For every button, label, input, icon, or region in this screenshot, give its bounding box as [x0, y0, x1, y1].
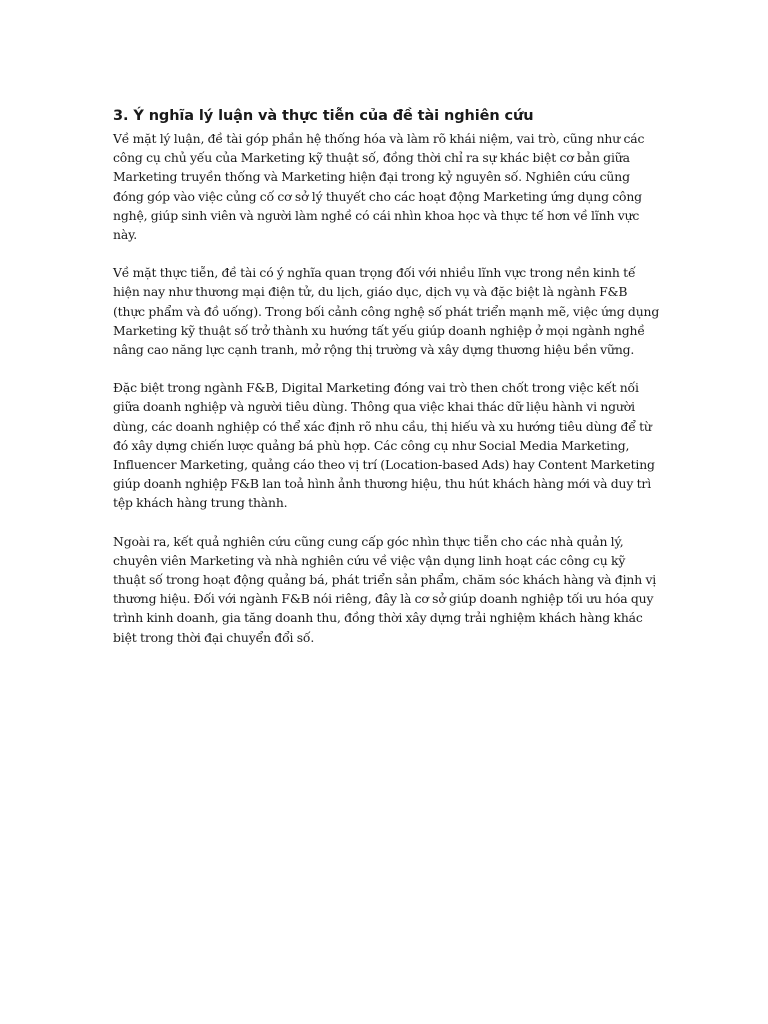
section-heading: 3. Ý nghĩa lý luận và thực tiễn của đề tài nghiên cứu [113, 108, 534, 124]
paragraph-additional: Ngoài ra, kết quả nghiên cứu cũng cung cấp góc nhìn thực tiễn cho các nhà quản lý, chuyên viên Marketing và nhà nghiên cứu về việc vận dụng linh hoạt các công cụ kỹ thuật số trong hoạt động quảng bá, phát triển sản phẩm, chăm sóc khách hàng và định vị thương hiệu. Đối với ngành F&B nói riêng, đây là cơ sở giúp doanh nghiệp tối ưu hóa quy trình kinh doanh, gia tăng doanh thu, đồng thời xây dựng trải nghiệm khách hàng khác biệt trong thời đại chuyển đổi số. [113, 533, 657, 645]
paragraph-practical: Về mặt thực tiễn, đề tài có ý nghĩa quan trọng đối với nhiều lĩnh vực trong nền kinh tế hiện nay như thương mại điện tử, du lịch, giáo dục, dịch vụ và đặc biệt là ngành F&B (thực phẩm và đồ uống). Trong bối cảnh công nghệ số phát triển mạnh mẽ, việc ứng dụng Marketing kỹ thuật số trở thành xu hướng tất yếu giúp doanh nghiệp ở mọi ngành nghề nâng cao năng lực cạnh tranh, mở rộng thị trường và xây dựng thương hiệu bền vững. [113, 265, 660, 358]
paragraph-fnb: Đặc biệt trong ngành F&B, Digital Marketing đóng vai trò then chốt trong việc kết nối giữa doanh nghiệp và người tiêu dùng. Thông qua việc khai thác dữ liệu hành vi người dùng, các doanh nghiệp có thể xác định rõ nhu cầu, thị hiếu và xu hướng tiêu dùng để từ đó xây dựng chiến lược quảng bá phù hợp. Các công cụ như Social Media Marketing, Influencer Marketing, quảng cáo theo vị trí (Location-based Ads) hay Content Marketing giúp doanh nghiệp F&B lan toả hình ảnh thương hiệu, thu hút khách hàng mới và duy trì tệp khách hàng trung thành. [113, 380, 655, 511]
document-body [113, 105, 661, 666]
paragraph-theoretical: Về mặt lý luận, đề tài góp phần hệ thống hóa và làm rõ khái niệm, vai trò, cũng như các công cụ chủ yếu của Marketing kỹ thuật số, đồng thời chỉ ra sự khác biệt cơ bản giữa Marketing truyền thống và Marketing hiện đại trong kỷ nguyên số. Nghiên cứu cũng đóng góp vào việc củng cố cơ sở lý thuyết cho các hoạt động Marketing ứng dụng công nghệ, giúp sinh viên và người làm nghề có cái nhìn khoa học và thực tế hơn về lĩnh vực này. [113, 131, 645, 243]
